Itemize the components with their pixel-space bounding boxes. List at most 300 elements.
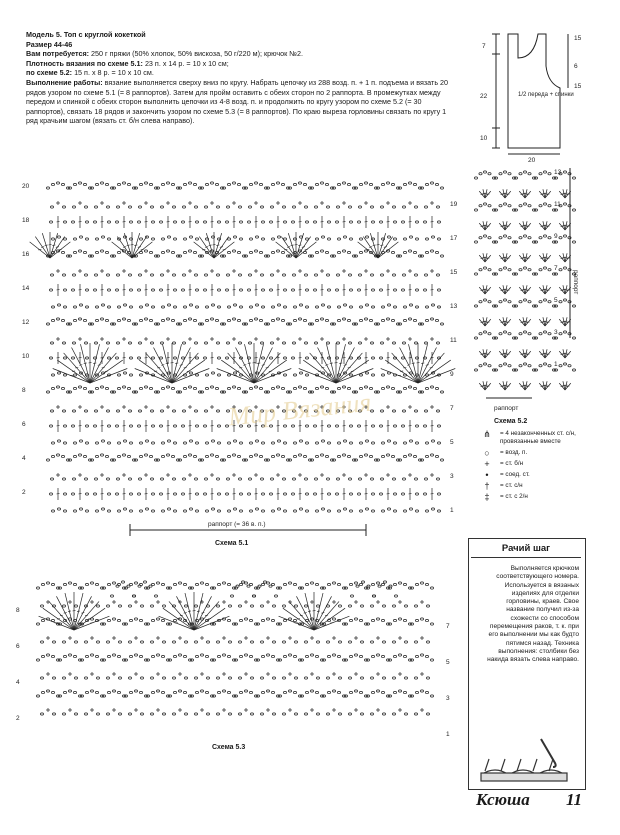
chain-stitch — [554, 369, 557, 371]
chain-stitch — [305, 289, 308, 291]
chain-stitch — [503, 299, 506, 301]
chain-stitch — [393, 583, 396, 585]
chain-stitch — [360, 605, 363, 607]
chain-stitch — [112, 391, 115, 393]
chain-stitch — [122, 386, 125, 388]
chain-stitch — [239, 306, 242, 308]
chain-stitch — [388, 623, 391, 625]
chain-stitch — [190, 587, 193, 589]
chain-stitch — [118, 605, 121, 607]
chain-stitch — [404, 641, 407, 643]
chain-stitch — [173, 442, 176, 444]
chain-stitch — [315, 238, 318, 240]
chain-stitch — [194, 641, 197, 643]
chain-stitch — [241, 581, 244, 583]
chain-stitch — [71, 289, 74, 291]
chain-stitch — [161, 238, 164, 240]
chain-stitch — [365, 440, 368, 442]
chain-stitch — [100, 386, 103, 388]
chain-stitch — [57, 372, 60, 374]
chain-stitch — [83, 183, 86, 185]
chain-stitch — [68, 323, 71, 325]
chain-stitch — [178, 582, 181, 584]
chain-stitch — [85, 289, 88, 291]
chain-stitch — [161, 251, 164, 253]
chain-stitch — [420, 459, 423, 461]
chain-stitch — [190, 695, 193, 697]
chain-stitch — [337, 251, 340, 253]
chain-stitch — [303, 387, 306, 389]
chain-stitch — [72, 342, 75, 344]
chain-stitch — [508, 173, 511, 175]
chain-stitch — [107, 583, 110, 585]
chain-stitch — [261, 357, 264, 359]
chain-stitch — [305, 691, 308, 693]
chain-stitch — [327, 691, 330, 693]
chain-stitch — [95, 442, 98, 444]
chain-stitch — [271, 510, 274, 512]
chain-stitch — [134, 690, 137, 692]
chain-stitch — [244, 618, 247, 620]
chain-stitch — [370, 641, 373, 643]
chain-stitch — [193, 387, 196, 389]
chain-stitch — [425, 655, 428, 657]
chain-stitch — [248, 478, 251, 480]
chain-stitch — [226, 274, 229, 276]
chain-stitch — [200, 391, 203, 393]
chain-stitch — [523, 299, 526, 301]
chain-stitch — [327, 510, 330, 512]
chain-stitch — [474, 369, 477, 371]
chain-stitch — [139, 374, 142, 376]
chain-stitch — [508, 365, 511, 367]
chain-stitch — [380, 342, 383, 344]
chain-stitch — [415, 221, 418, 223]
chain-stitch — [166, 454, 169, 456]
chain-stitch — [431, 236, 434, 238]
chain-stitch — [204, 342, 207, 344]
chain-stitch — [211, 440, 214, 442]
chain-stitch — [205, 387, 208, 389]
chain-stitch — [40, 605, 43, 607]
chain-stitch — [232, 386, 235, 388]
chain-stitch — [293, 691, 296, 693]
chain-stitch — [211, 372, 214, 374]
chain-stitch — [151, 655, 154, 657]
chain-stitch — [249, 251, 252, 253]
chain-stitch — [382, 713, 385, 715]
chain-stitch — [90, 187, 93, 189]
chain-stitch — [282, 206, 285, 208]
chain-stitch — [474, 177, 477, 179]
chain-stitch — [74, 605, 77, 607]
chain-stitch — [255, 304, 258, 306]
chain-stitch — [146, 623, 149, 625]
chain-stitch — [181, 289, 184, 291]
chain-stitch — [227, 306, 230, 308]
chain-stitch — [139, 183, 142, 185]
chain-stitch — [370, 342, 373, 344]
chain-stitch — [282, 605, 285, 607]
chain-stitch — [184, 713, 187, 715]
chain-stitch — [85, 357, 88, 359]
chain-stitch — [204, 478, 207, 480]
chain-stitch — [172, 410, 175, 412]
chain-stitch — [210, 182, 213, 184]
chain-stitch — [129, 619, 132, 621]
chain-stitch — [398, 255, 401, 257]
chain-stitch — [479, 365, 482, 367]
chain-stitch — [225, 357, 228, 359]
chain-stitch — [283, 691, 286, 693]
chain-stitch — [360, 713, 363, 715]
chain-stitch — [139, 238, 142, 240]
chain-stitch — [195, 691, 198, 693]
chain-stitch — [239, 583, 242, 585]
chain-stitch — [68, 690, 71, 692]
chain-stitch — [40, 641, 43, 643]
chain-stitch — [508, 269, 511, 271]
chain-stitch — [404, 677, 407, 679]
chain-stitch — [123, 372, 126, 374]
rachiy-shag-title: Рачий шаг — [471, 541, 581, 558]
chain-stitch — [266, 187, 269, 189]
chain-stitch — [342, 182, 345, 184]
chain-stitch — [359, 238, 362, 240]
chain-stitch — [534, 337, 537, 339]
chain-stitch — [499, 205, 502, 207]
chain-stitch — [392, 206, 395, 208]
chain-stitch — [398, 323, 401, 325]
chain-stitch — [548, 333, 551, 335]
chain-stitch — [139, 306, 142, 308]
chain-stitch — [162, 605, 165, 607]
chain-stitch — [300, 659, 303, 661]
chain-stitch — [440, 459, 443, 461]
chain-stitch — [56, 454, 59, 456]
chain-stitch — [508, 237, 511, 239]
chain-stitch — [85, 510, 88, 512]
chain-stitch — [393, 221, 396, 223]
chain-stitch — [83, 251, 86, 253]
chain-stitch — [392, 641, 395, 643]
chain-stitch — [107, 357, 110, 359]
chain-stitch — [200, 654, 203, 656]
chain-stitch — [107, 289, 110, 291]
chain-stitch — [326, 478, 329, 480]
chain-stitch — [118, 713, 121, 715]
chain-stitch — [479, 173, 482, 175]
chain-stitch — [225, 221, 228, 223]
chain-stitch — [261, 442, 264, 444]
chain-stitch — [337, 306, 340, 308]
chain-stitch — [349, 583, 352, 585]
chain-stitch — [534, 369, 537, 371]
density2-text: 15 п. х 8 р. = 10 х 10 см. — [74, 68, 154, 78]
chain-stitch — [183, 251, 186, 253]
chain-stitch — [332, 255, 335, 257]
chain-stitch — [424, 274, 427, 276]
chain-stitch — [543, 331, 546, 333]
chain-stitch — [116, 478, 119, 480]
chain-stitch — [371, 619, 374, 621]
chain-stitch — [249, 691, 252, 693]
chain-stitch — [431, 304, 434, 306]
chain-stitch — [115, 357, 118, 359]
chain-stitch — [238, 713, 241, 715]
chain-stitch — [479, 301, 482, 303]
chain-stitch — [194, 677, 197, 679]
dim-7: 7 — [482, 43, 486, 50]
scheme-5-3-stitches — [36, 581, 433, 715]
chain-stitch — [212, 695, 215, 697]
chain-stitch — [288, 690, 291, 692]
chain-stitch — [398, 187, 401, 189]
chain-stitch — [156, 255, 159, 257]
chain-stitch — [554, 273, 557, 275]
chain-stitch — [398, 654, 401, 656]
chain-stitch — [303, 319, 306, 321]
chain-stitch — [430, 695, 433, 697]
chain-stitch — [117, 251, 120, 253]
chain-stitch — [403, 251, 406, 253]
chain-stitch — [139, 691, 142, 693]
chain-stitch — [172, 641, 175, 643]
chain-stitch — [129, 306, 132, 308]
chain-stitch — [161, 455, 164, 457]
chain-stitch — [95, 306, 98, 308]
chain-stitch — [483, 267, 486, 269]
chain-stitch — [337, 442, 340, 444]
chain-stitch — [271, 387, 274, 389]
chain-stitch — [145, 508, 148, 510]
chain-stitch — [342, 250, 345, 252]
chain-stitch — [123, 508, 126, 510]
chain-stitch — [393, 442, 396, 444]
chain-stitch — [194, 206, 197, 208]
chain-stitch — [408, 182, 411, 184]
chain-stitch — [149, 455, 152, 457]
chain-stitch — [293, 319, 296, 321]
chain-stitch — [356, 585, 359, 587]
scheme-5-3-chart — [14, 560, 459, 750]
chain-stitch — [414, 677, 417, 679]
chain-stitch — [94, 274, 97, 276]
chain-stitch — [392, 677, 395, 679]
chain-stitch — [266, 391, 269, 393]
chain-stitch — [401, 289, 404, 291]
chain-stitch — [415, 691, 418, 693]
chain-stitch — [244, 323, 247, 325]
chain-stitch — [523, 267, 526, 269]
chain-stitch — [63, 425, 66, 427]
chain-stitch — [239, 655, 242, 657]
chain-stitch — [276, 250, 279, 252]
chain-stitch — [173, 655, 176, 657]
chain-stitch — [232, 250, 235, 252]
chain-stitch — [112, 323, 115, 325]
chain-stitch — [359, 655, 362, 657]
chain-stitch — [303, 455, 306, 457]
chain-stitch — [188, 318, 191, 320]
chain-stitch — [423, 289, 426, 291]
chain-stitch — [539, 237, 542, 239]
chain-stitch — [304, 605, 307, 607]
chain-stitch — [349, 221, 352, 223]
chain-stitch — [68, 255, 71, 257]
chain-stitch — [326, 677, 329, 679]
chain-stitch — [124, 659, 127, 661]
chain-stitch — [563, 203, 566, 205]
chain-stitch — [358, 342, 361, 344]
chain-stitch — [73, 655, 76, 657]
chain-stitch — [379, 493, 382, 495]
chain-stitch — [84, 713, 87, 715]
chain-stitch — [228, 713, 231, 715]
chain-stitch — [349, 238, 352, 240]
chain-stitch — [63, 289, 66, 291]
chain-stitch — [222, 323, 225, 325]
chain-stitch — [106, 342, 109, 344]
chain-stitch — [514, 241, 517, 243]
chain-stitch — [156, 323, 159, 325]
chain-stitch — [300, 587, 303, 589]
chain-stitch — [335, 493, 338, 495]
chain-stitch — [183, 183, 186, 185]
chain-stitch — [430, 454, 433, 456]
chain-stitch — [304, 274, 307, 276]
chain-stitch — [171, 183, 174, 185]
chain-stitch — [183, 655, 186, 657]
chain-stitch — [193, 251, 196, 253]
chain-stitch — [315, 251, 318, 253]
chain-stitch — [320, 182, 323, 184]
chain-stitch — [178, 323, 181, 325]
chain-stitch — [315, 319, 318, 321]
chain-stitch — [217, 510, 220, 512]
rachiy-shag-illustration — [475, 735, 575, 785]
chain-stitch — [293, 619, 296, 621]
chain-stitch — [371, 374, 374, 376]
model-number: Модель 5. — [26, 30, 62, 39]
chain-stitch — [183, 691, 186, 693]
chain-stitch — [129, 655, 132, 657]
chain-stitch — [259, 455, 262, 457]
chain-stitch — [232, 454, 235, 456]
chain-stitch — [200, 582, 203, 584]
chain-stitch — [370, 206, 373, 208]
chain-stitch — [393, 306, 396, 308]
chain-stitch — [261, 289, 264, 291]
chain-stitch — [183, 442, 186, 444]
chain-stitch — [182, 478, 185, 480]
chain-stitch — [278, 659, 281, 661]
chain-stitch — [58, 587, 61, 589]
chain-stitch — [127, 319, 130, 321]
chain-stitch — [413, 387, 416, 389]
chain-stitch — [425, 442, 428, 444]
chain-stitch — [483, 331, 486, 333]
chain-stitch — [321, 236, 324, 238]
chain-stitch — [335, 221, 338, 223]
legend-symbol: + — [484, 459, 490, 469]
chain-stitch — [244, 187, 247, 189]
chain-stitch — [71, 493, 74, 495]
chain-stitch — [230, 595, 233, 597]
chain-stitch — [387, 304, 390, 306]
chain-stitch — [50, 274, 53, 276]
chain-stitch — [336, 478, 339, 480]
chain-stitch — [107, 306, 110, 308]
chain-stitch — [403, 510, 406, 512]
chain-stitch — [276, 386, 279, 388]
chain-stitch — [134, 323, 137, 325]
chain-stitch — [261, 510, 264, 512]
chain-stitch — [222, 391, 225, 393]
chain-stitch — [391, 319, 394, 321]
chain-stitch — [204, 274, 207, 276]
chain-stitch — [181, 493, 184, 495]
chain-stitch — [321, 508, 324, 510]
chain-stitch — [391, 251, 394, 253]
chain-stitch — [488, 269, 491, 271]
chain-stitch — [378, 585, 381, 587]
chain-stitch — [425, 691, 428, 693]
chain-stitch — [256, 695, 259, 697]
chain-stitch — [474, 241, 477, 243]
chain-stitch — [105, 455, 108, 457]
chain-stitch — [227, 183, 230, 185]
chain-stitch — [161, 319, 164, 321]
chain-stitch — [342, 386, 345, 388]
chain-stitch — [74, 677, 77, 679]
chain-stitch — [151, 510, 154, 512]
chain-stitch — [415, 238, 418, 240]
chain-stitch — [61, 251, 64, 253]
chain-stitch — [272, 713, 275, 715]
chain-stitch — [161, 442, 164, 444]
chain-stitch — [110, 595, 113, 597]
chain-stitch — [62, 342, 65, 344]
chain-stitch — [269, 221, 272, 223]
chain-stitch — [366, 695, 369, 697]
chain-stitch — [298, 318, 301, 320]
chain-stitch — [436, 206, 439, 208]
legend-item: • = соед. ст. — [478, 471, 588, 479]
chain-stitch — [494, 305, 497, 307]
chain-stitch — [159, 289, 162, 291]
chain-stitch — [57, 508, 60, 510]
chain-stitch — [74, 713, 77, 715]
chain-stitch — [138, 206, 141, 208]
chain-stitch — [326, 274, 329, 276]
chain-stitch — [137, 425, 140, 427]
chain-stitch — [479, 269, 482, 271]
chain-stitch — [195, 306, 198, 308]
chain-stitch — [260, 206, 263, 208]
chain-stitch — [386, 318, 389, 320]
chain-stitch — [182, 274, 185, 276]
chain-stitch — [357, 425, 360, 427]
chain-stitch — [217, 306, 220, 308]
chain-stitch — [222, 187, 225, 189]
chain-stitch — [483, 235, 486, 237]
chain-stitch — [216, 605, 219, 607]
chain-stitch — [139, 655, 142, 657]
chain-stitch — [95, 319, 98, 321]
chain-stitch — [117, 691, 120, 693]
chain-stitch — [376, 618, 379, 620]
